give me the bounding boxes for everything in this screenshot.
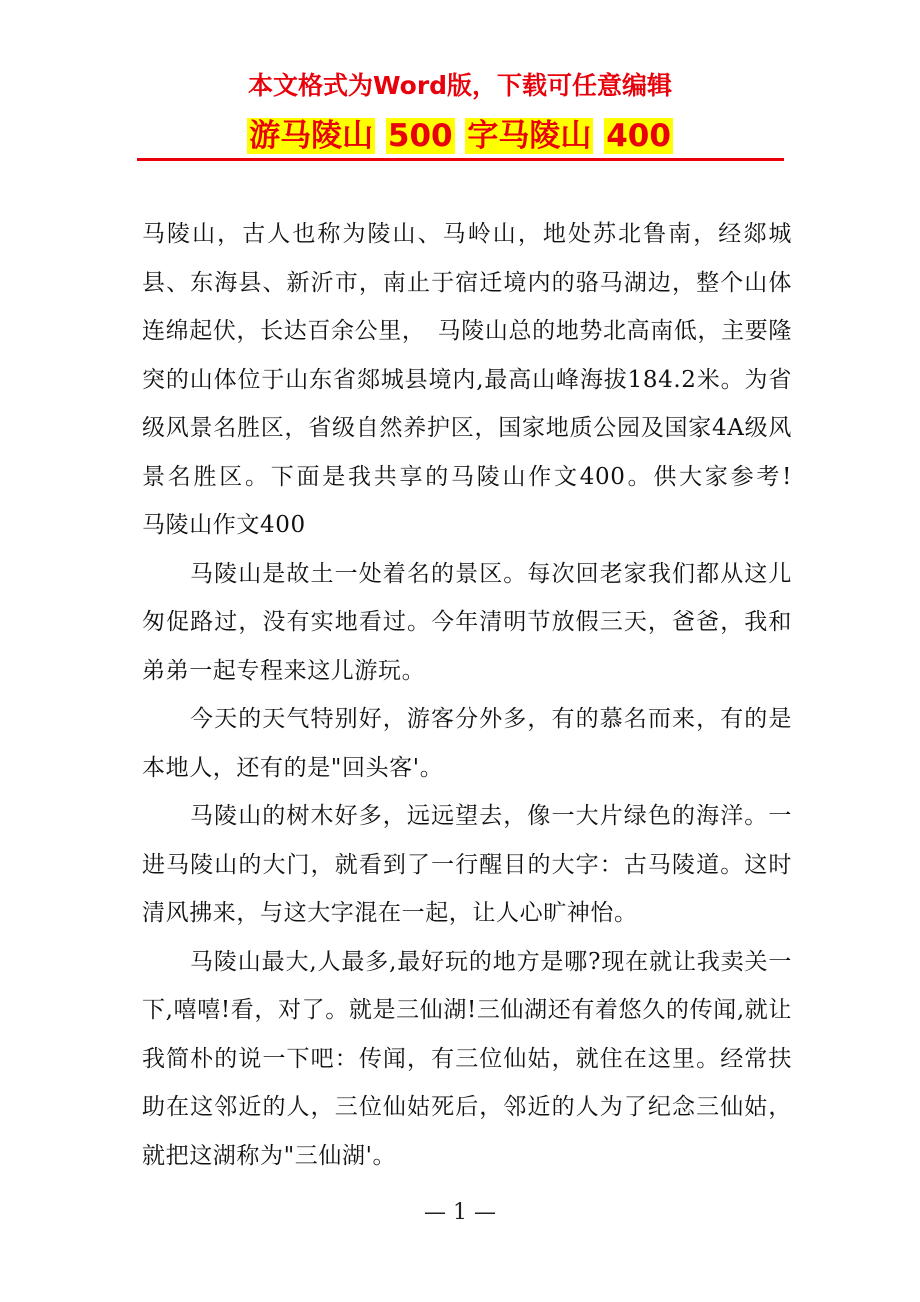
title-part-3: 字马陵山 — [467, 118, 592, 154]
title-divider — [137, 158, 784, 161]
paragraph-intro: 马陵山，古人也称为陵山、马岭山，地处苏北鲁南，经郯城县、东海县、新沂市，南止于宿迁境内的骆马湖边，整个山体连绵起伏，长达百余公里， 马陵山总的地势北高南低，主要隆突的山体位于山东省郯城县境内,最高山峰海拔184.2米。为省级风景名胜区，省级自然养护区，国家地质公园及国家4A级风景名胜区。下面是我共享的马陵山作文400。供大家参考! 马陵山作文400 — [142, 221, 840, 538]
document-body — [142, 210, 840, 1180]
paragraph-4: 马陵山的树木好多，远远望去，像一大片绿色的海洋。一进马陵山的大门，就看到了一行醒目的大字：古马陵道。这时清风拂来，与这大字混在一起，让人心旷神怡。 — [142, 803, 792, 926]
paragraph-3: 今天的天气特别好，游客分外多，有的慕名而来，有的是本地人，还有的是"回头客'。 — [142, 706, 792, 781]
document-title — [0, 112, 920, 160]
download-notice: 本文格式为Word版，下载可任意编辑 — [247, 71, 673, 100]
title-part-4: 400 — [606, 118, 671, 154]
paragraph-2: 马陵山是故土一处着名的景区。每次回老家我们都从这儿匆促路过，没有实地看过。今年清明节放假三天，爸爸，我和弟弟一起专程来这儿游玩。 — [142, 560, 792, 684]
page-number: — 1 — — [424, 1200, 496, 1225]
title-part-1: 游马陵山 — [249, 118, 374, 154]
paragraph-5: 马陵山最大,人最多,最好玩的地方是哪?现在就让我卖关一下,嘻嘻!看，对了。就是三仙湖!三仙湖还有着悠久的传闻,就让我简朴的说一下吧：传闻，有三位仙姑，就住在这里。经常扶助在这邻近的人，三位仙姑死后，邻近的人为了纪念三仙姑，就把这湖称为"三仙湖'。 — [142, 948, 792, 1169]
title-part-2: 500 — [387, 118, 453, 154]
